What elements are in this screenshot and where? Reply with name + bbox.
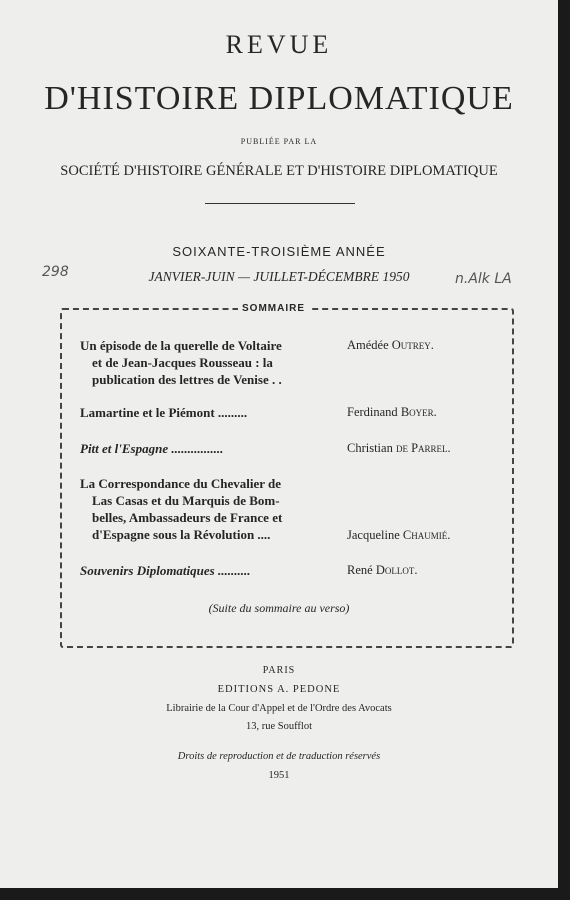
publication-year: 1951 (268, 770, 290, 781)
journal-title-line1: REVUE (225, 30, 333, 59)
entry-title: Lamartine et le Piémont ......... (80, 405, 248, 420)
handwritten-note-right: n.Alk LA (455, 271, 512, 287)
sommaire-continued-note: (Suite du sommaire au verso) (208, 601, 350, 615)
entry-author-2 (347, 405, 437, 420)
sommaire-label: SOMMAIRE (238, 303, 309, 314)
sommaire-entry-3 (80, 440, 338, 457)
sommaire-entry-1 (80, 337, 338, 388)
edition-dates: JANVIER-JUIN — JUILLET-DÉCEMBRE 1950 (148, 269, 410, 284)
author-last: Dollot. (375, 563, 418, 577)
journal-title-line2: D'HISTOIRE DIPLOMATIQUE (44, 80, 514, 117)
entry-title-line: d'Espagne sous la Révolution .... (92, 527, 271, 542)
entry-title-line: belles, Ambassadeurs de France et (92, 510, 283, 525)
author-first: Jacqueline (347, 528, 400, 542)
publisher-name: EDITIONS A. PEDONE (217, 684, 341, 695)
entry-title (80, 337, 338, 388)
publisher-city: PARIS (262, 665, 296, 676)
entry-title-line: et de Jean-Jacques Rousseau : la (92, 355, 273, 370)
entry-title-line: Un épisode de la querelle de Voltaire (80, 338, 282, 353)
handwritten-note-left: 298 (42, 264, 69, 280)
author-last: Boyer. (400, 405, 437, 419)
author-last: de Parrel. (395, 441, 451, 455)
author-last: Outrey. (391, 338, 434, 352)
author-first: René (347, 563, 373, 577)
author-first: Christian (347, 441, 393, 455)
author-first: Ferdinand (347, 405, 398, 419)
entry-title: Pitt et l'Espagne ................ (80, 441, 224, 456)
author-first: Amédée (347, 338, 389, 352)
scan-border-right (558, 0, 570, 900)
entry-title: Souvenirs Diplomatiques .......... (80, 563, 251, 578)
divider-rule (205, 203, 355, 204)
published-by: PUBLIÉE PAR LA (240, 137, 318, 146)
publisher-address: 13, rue Soufflot (245, 721, 312, 732)
entry-author-1 (347, 338, 434, 353)
scan-border-bottom (0, 888, 570, 900)
society-name: SOCIÉTÉ D'HISTOIRE GÉNÉRALE ET D'HISTOIRE DIPLOMATIQUE (60, 163, 498, 179)
sommaire-entry-2 (80, 404, 338, 421)
entry-title-line: Las Casas et du Marquis de Bom- (92, 493, 280, 508)
entry-author-4 (347, 528, 450, 543)
author-last: Chaumié. (402, 528, 451, 542)
entry-title (80, 475, 338, 543)
publisher-description: Librairie de la Cour d'Appel et de l'Ordre des Avocats (166, 703, 392, 714)
year-label: SOIXANTE-TROISIÈME ANNÉE (172, 244, 386, 259)
rights-notice: Droits de reproduction et de traduction réservés (177, 751, 381, 762)
entry-author-3 (347, 441, 451, 456)
sommaire-entry-5 (80, 562, 338, 579)
entry-title-line: La Correspondance du Chevalier de (80, 476, 282, 491)
entry-author-5 (347, 563, 417, 578)
sommaire-entry-4 (80, 475, 338, 543)
entry-title-line: publication des lettres de Venise . . (92, 372, 282, 387)
